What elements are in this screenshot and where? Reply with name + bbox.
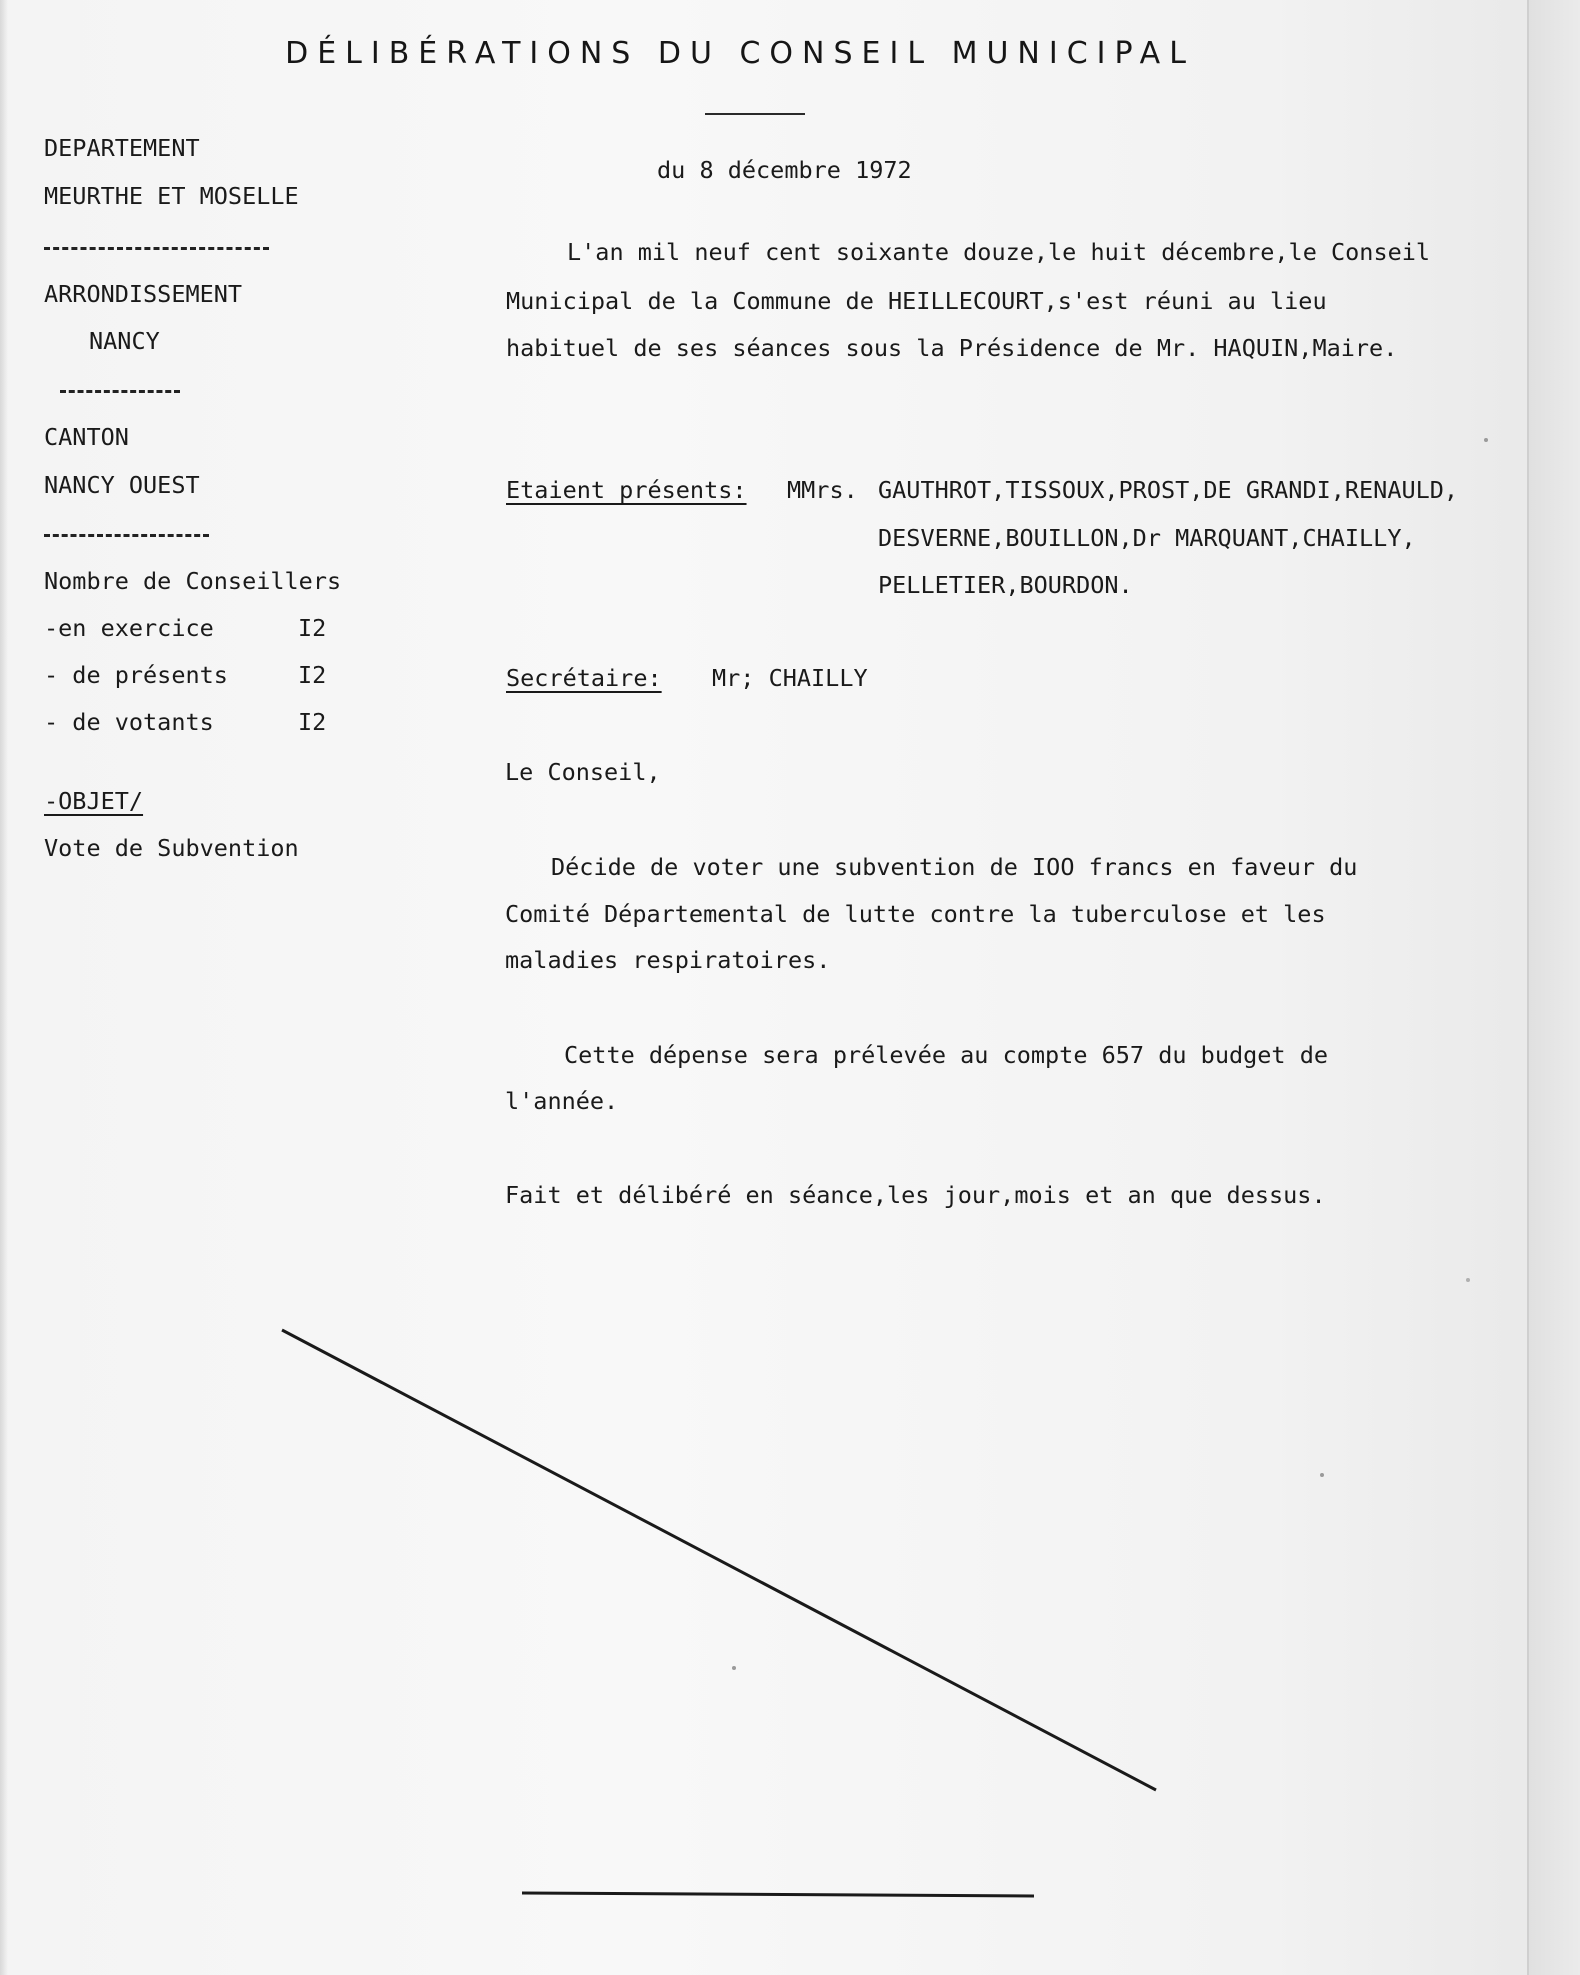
expense-line: Cette dépense sera prélevée au compte 657 du budget de [564, 1041, 1329, 1069]
arrondissement-value: NANCY [89, 327, 160, 355]
document-title: DÉLIBÉRATIONS DU CONSEIL MUNICIPAL [285, 36, 1195, 71]
paper-speck [1320, 1473, 1324, 1477]
presents-line: PELLETIER,BOURDON. [878, 571, 1133, 599]
presents-line: GAUTHROT,TISSOUX,PROST,DE GRANDI,RENAULD, [878, 476, 1459, 504]
objet-value: Vote de Subvention [44, 834, 299, 862]
count-label: - de votants [44, 708, 214, 736]
conseil-line: Le Conseil, [505, 758, 661, 786]
decision-line: maladies respiratoires. [505, 946, 831, 974]
departement-value: MEURTHE ET MOSELLE [44, 182, 299, 210]
presents-label: Etaient présents: [506, 476, 747, 504]
paper-speck [732, 1666, 736, 1670]
objet-label: -OBJET/ [44, 787, 144, 815]
decision-line: Décide de voter une subvention de IOO francs en faveur du [551, 853, 1358, 881]
intro-line: L'an mil neuf cent soixante douze,le huit décembre,le Conseil [567, 238, 1431, 266]
meeting-date: du 8 décembre 1972 [657, 156, 912, 184]
presents-line: DESVERNE,BOUILLON,Dr MARQUANT,CHAILLY, [878, 524, 1416, 552]
diagonal-cancel-stroke [282, 1330, 1156, 1790]
closing-rule [522, 1893, 1034, 1896]
intro-line: Municipal de la Commune de HEILLECOURT,s'est réuni au lieu [506, 287, 1327, 315]
secretaire-label: Secrétaire: [506, 664, 662, 692]
canton-label: CANTON [44, 423, 129, 451]
conseillers-heading: Nombre de Conseillers [44, 567, 342, 595]
count-label: -en exercice [44, 614, 214, 642]
departement-label: DEPARTEMENT [44, 134, 200, 162]
count-value: I2 [298, 614, 327, 642]
closing-line: Fait et délibéré en séance,les jour,mois et an que dessus. [505, 1181, 1326, 1209]
presents-prefix: MMrs. [787, 476, 858, 504]
paper-speck [1466, 1278, 1470, 1282]
canton-value: NANCY OUEST [44, 471, 200, 499]
arrondissement-label: ARRONDISSEMENT [44, 280, 243, 308]
count-label: - de présents [44, 661, 228, 689]
intro-line: habituel de ses séances sous la Présidence de Mr. HAQUIN,Maire. [506, 334, 1398, 362]
expense-line: l'année. [505, 1087, 619, 1115]
secretaire-value: Mr; CHAILLY [712, 664, 868, 692]
count-value: I2 [298, 708, 327, 736]
decision-line: Comité Départemental de lutte contre la tuberculose et les [505, 900, 1326, 928]
paper-speck [1484, 438, 1488, 442]
count-value: I2 [298, 661, 327, 689]
